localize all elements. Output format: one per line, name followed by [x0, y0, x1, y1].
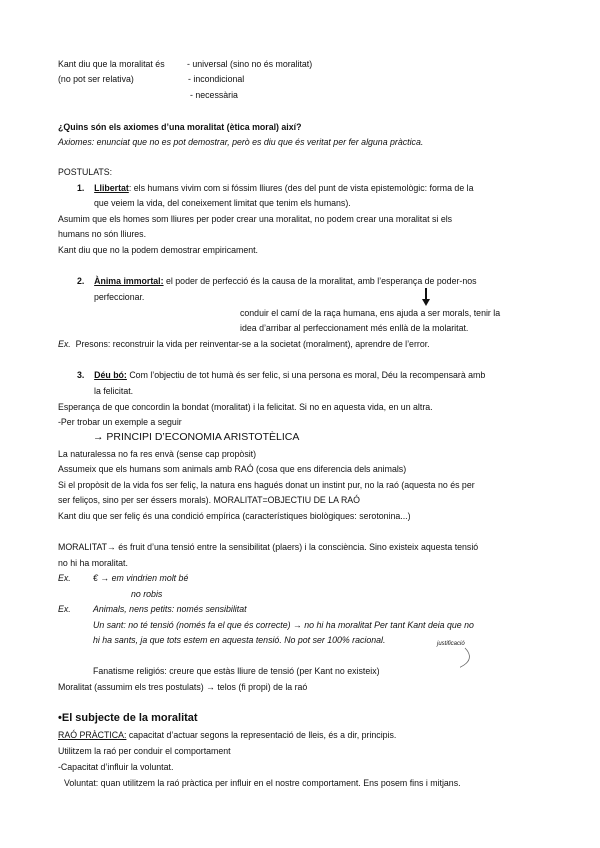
postulat-3-text: Com l’objectiu de tot humà és ser felic, si una persona es moral, Déu la recompensarà amb [126, 370, 486, 380]
moralitat-def-1: MORALITAT→ és fruit d’una tensió entre la sensibilitat (plaers) i la consciència. Sino existeix aquesta tensió [58, 542, 479, 552]
postulat-3-line [77, 369, 485, 381]
postulat-3-text-2: la felicitat. [94, 386, 134, 396]
postulat-3-title: Déu bó: [94, 370, 127, 380]
postulat-3-note-5: Si el propòsit de la vida fos ser feliç, la natura ens hagués donat un instint pur, no la raó (aquesta no és per [58, 480, 475, 490]
postulat-1-line [77, 182, 474, 194]
postulat-3-note-3: La naturalessa no fa res envà (sense cap propòsit) [58, 449, 257, 459]
postulat-2-note-1: conduir el camí de la raça humana, ens ajuda a ser morals, tenir la [240, 308, 501, 318]
postulat-2-example [58, 338, 430, 350]
rao-practica-text: capacitat d’actuar segons la representació de lleis, és a dir, principis. [126, 730, 397, 740]
postulat-3-note-6: ser feliços, sino per ser éssers morals). MORALITAT=OBJECTIU DE LA RAÓ [58, 495, 361, 505]
example-1-text-a: € → em vindrien molt bé [93, 573, 189, 583]
postulat-2-number: 2. [77, 276, 85, 286]
axioms-question: ¿Quins són els axiomes d’una moralitat (ètica moral) així? [58, 122, 302, 132]
example-2-text-c: hi ha sants, ja que tots estem en aquesta tensió. No pot ser 100% racional. [93, 635, 386, 645]
fanatisme-line: Fanatisme religiós: creure que estàs lliure de tensió (per Kant no existeix) [93, 666, 380, 676]
postulat-2-title: Ànima immortal: [94, 276, 164, 286]
postulat-3-note-2: -Per trobar un exemple a seguir [58, 417, 182, 427]
postulat-1-note-1: Asumim que els homes som lliures per poder crear una moralitat, no podem crear una moralitat si els [58, 214, 453, 224]
kant-item-universal: - universal (sino no és moralitat) [187, 59, 313, 69]
subject-line-3: Voluntat: quan utilitzem la raó pràctica per influir en el nostre comportament. Ens posem fins i mitjans. [64, 778, 461, 788]
axioms-definition: Axiomes: enunciat que no es pot demostrar, però es diu que és veritat per fer alguna pràctica. [58, 137, 424, 147]
postulat-1-text-2: que veiem la vida, del coneixement limitat que tenim els humans). [94, 198, 351, 208]
postulat-2-text: el poder de perfecció és la causa de la moralitat, amb l’esperança de poder-nos [163, 276, 477, 286]
kant-intro-line: Kant diu que la moralitat és [58, 59, 165, 69]
moralitat-def-2: no hi ha moralitat. [58, 558, 128, 568]
kant-item-necessaria: - necessària [190, 90, 238, 100]
moralitat-conclusion: Moralitat (assumim els tres postulats) → telos (fi propi) de la raó [58, 682, 308, 692]
subject-line-1: Utilitzem la raó per conduir el comportament [58, 746, 231, 756]
section-heading-subject: •El subjecte de la moralitat [58, 712, 198, 724]
postulat-1-title: Llibertat [94, 183, 129, 193]
aristotelian-principle: → PRINCIPI D’ECONOMIA ARISTOTÈLICA [93, 431, 300, 443]
rao-practica-line [58, 729, 396, 741]
postulat-2-text-2: perfeccionar. [94, 292, 145, 302]
postulat-2-note-2: idea d’arribar al perfeccionament més enllà de la molaritat. [240, 323, 469, 333]
postulat-3-number: 3. [77, 370, 85, 380]
example-1-label: Ex. [58, 573, 71, 583]
postulat-1-number: 1. [77, 183, 85, 193]
example-2-label: Ex. [58, 604, 71, 614]
postulat-1-text: : els humans vivim com si fóssim lliures (des del punt de vista epistemològic: forma de la [128, 183, 474, 193]
example-text: Presons: reconstruir la vida per reinventar-se a la societat (moralment), aprendre de l’error. [75, 339, 430, 349]
postulat-1-note-2: humans no són lliures. [58, 229, 147, 239]
rao-practica-label: RAÓ PRÀCTICA: [58, 730, 127, 740]
subject-line-2: -Capacitat d’influir la voluntat. [58, 762, 174, 772]
example-2-text-a: Animals, nens petits: només sensibilitat [93, 604, 247, 614]
example-1-text-b: no robis [131, 589, 163, 599]
postulat-3-note-4: Assumeix que els humans som animals amb RAÓ (cosa que ens diferencia dels animals) [58, 464, 407, 474]
kant-item-incondicional: - incondicional [188, 74, 245, 84]
example-label: Ex. [58, 339, 71, 349]
postulats-label: POSTULATS: [58, 167, 113, 177]
justification-annotation: justificació [437, 641, 465, 647]
postulat-3-note-1: Esperança de que concordin la bondat (moralitat) i la felicitat. Si no en aquesta vida, en un altra. [58, 402, 433, 412]
arrow-down-icon [421, 288, 431, 306]
example-2-text-b: Un sant: no té tensió (només fa el que és correcte) → no hi ha moralitat Per tant Kant deia que no [93, 620, 474, 630]
postulat-1-note-3: Kant diu que no la podem demostrar empiricament. [58, 245, 258, 255]
justification-arrow-icon [460, 640, 540, 680]
postulat-3-note-7: Kant diu que ser feliç és una condició empírica (característiques biològiques: serotonina...) [58, 511, 411, 521]
postulat-2-line [77, 275, 477, 287]
kant-intro-relative: (no pot ser relativa) [58, 74, 134, 84]
